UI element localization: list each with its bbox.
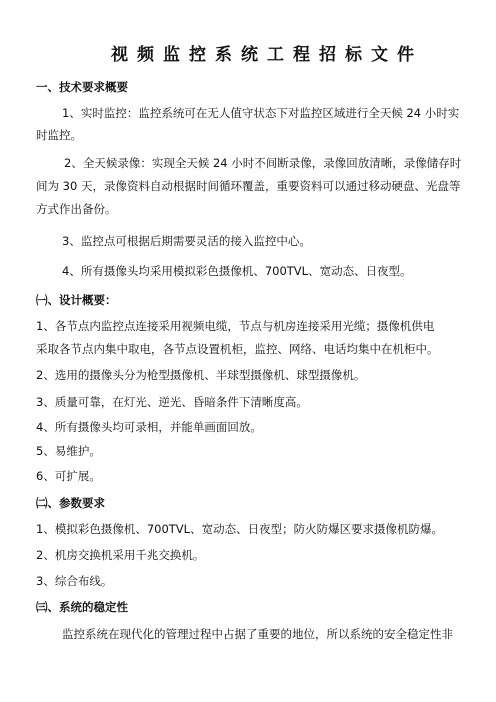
paragraph-line: 2、选用的摄像头分为枪型摄像机、半球型摄像机、球型摄像机。 [36, 368, 366, 382]
section-heading-system-stability: ㈢、系统的稳定性 [36, 600, 128, 614]
paragraph-line: 2、全天候录像：实现全天候 24 小时不间断录像，录像回放清晰，录像储存时 [64, 156, 462, 170]
paragraph-line: 6、可扩展。 [36, 469, 101, 483]
paragraph-line: 2、机房交换机采用千兆交换机。 [36, 548, 205, 562]
paragraph-line: 1、模拟彩色摄像机、700TVL、宽动态、日夜型；防火防爆区要求摄像机防爆。 [36, 522, 444, 536]
paragraph-line: 监控系统在现代化的管理过程中占据了重要的地位，所以系统的安全稳定性非 [62, 627, 453, 641]
paragraph-line: 3、质量可靠，在灯光、逆光、昏暗条件下清晰度高。 [36, 395, 308, 409]
paragraph-line: 5、易维护。 [36, 444, 101, 458]
paragraph-line: 1、实时监控：监控系统可在无人值守状态下对监控区域进行全天候 24 小时实 [62, 106, 460, 120]
section-heading-technical-requirements: 一、技术要求概要 [36, 80, 128, 94]
paragraph-line: 3、监控点可根据后期需要灵活的接入监控中心。 [62, 234, 311, 248]
document-title: 视频监控系统工程招标文件 [111, 45, 423, 65]
paragraph-line: 3、综合布线。 [36, 574, 113, 588]
section-heading-design-overview: ㈠、设计概要： [36, 293, 117, 307]
paragraph-line: 4、所有摄像头均可录相，并能单画面回放。 [36, 420, 262, 434]
paragraph-line: 间为 30 天，录像资料自动根据时间循环覆盖，重要资料可以通过移动硬盘、光盘等 [36, 179, 461, 193]
paragraph-line: 4、所有摄像头均采用模拟彩色摄像机、700TVL、宽动态、日夜型。 [62, 264, 412, 278]
paragraph-line: 方式作出备份。 [36, 202, 117, 216]
paragraph-line: 时监控。 [36, 128, 82, 142]
paragraph-line: 采取各节点内集中取电，各节点设置机柜，监控、网络、电话均集中在机柜中。 [36, 342, 439, 356]
paragraph-line: 1、各节点内监控点连接采用视频电缆，节点与机房连接采用光缆；摄像机供电 [36, 319, 435, 333]
section-heading-parameter-requirements: ㈡、参数要求 [36, 496, 105, 510]
